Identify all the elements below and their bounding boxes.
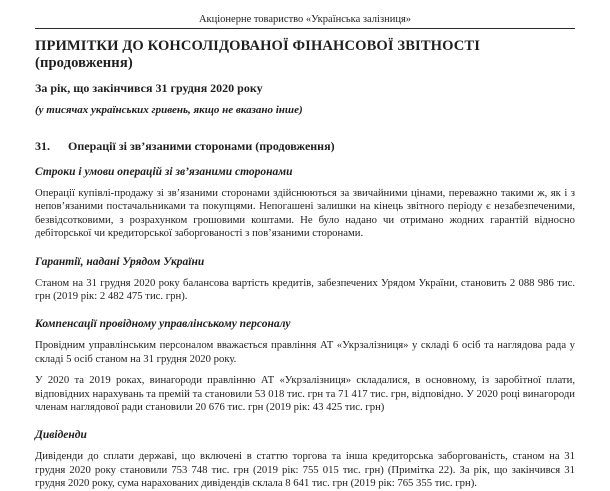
period-line: За рік, що закінчився 31 грудня 2020 року <box>35 81 263 95</box>
subsection-heading-guarantees: Гарантії, надані Урядом України <box>35 255 205 268</box>
section-heading <box>35 139 575 153</box>
paragraph-dividends: Дивіденди до сплати державі, що включені в статтю торгова та інша кредиторська заборгованість, станом на 31 грудня 2020 року становили 753 748 тис. грн (2019 рік: 755 015 тис. грн) (Примітка 22). За рік, що закінчився 31 грудня 2020 року, сума нарахованих дивідендів склала 8 641 тис. грн (2019 рік: 765 355 тис. грн). <box>35 450 575 490</box>
paragraph-compensation-2: У 2020 та 2019 роках, винагороди правлінню АТ «Укрзалізниця» складалися, в основному, із заробітної плати, відповідних нарахувань та премій та становили 53 018 тис. грн та 71 417 тис. грн, відповідно. У 2020 році винагороди членам наглядової ради становили 20 676 тис. грн (2019 рік: 43 425 тис. грн) <box>35 374 575 414</box>
paragraph-guarantees: Станом на 31 грудня 2020 року балансова вартість кредитів, забезпечених Урядом України, становить 2 088 986 тис. грн (2019 рік: 2 482 475 тис. грн). <box>35 276 575 303</box>
section-title: Операції зі зв’язаними сторонами (продовження) <box>68 139 335 153</box>
units-note: (у тисячах українських гривень, якщо не вказано інше) <box>35 104 303 116</box>
subsection-heading-terms: Строки і умови операцій зі зв’язаними сторонами <box>35 166 293 178</box>
paragraph-compensation-1: Провідним управлінським персоналом вважається правління АТ «Укрзалізниця» у складі 6 осіб та наглядова рада у складі 5 осіб станом на 31 грудня 2020 року. <box>35 339 575 365</box>
running-header: Акціонерне товариство «Українська залізниця» <box>198 14 412 25</box>
document-title: ПРИМІТКИ ДО КОНСОЛІДОВАНОЇ ФІНАНСОВОЇ ЗВІТНОСТІ (продовження) <box>35 38 480 71</box>
section-number: 31. <box>35 139 50 153</box>
subsection-heading-dividends: Дивіденди <box>35 429 87 442</box>
header-rule <box>35 28 575 29</box>
paragraph-terms: Операції купівлі-продажу зі зв’язаними сторонами здійснюються за звичайними цінами, переважно такими ж, як і з непов’язаними постачальниками та покупцями. Непогашені залишки на кінець звітного періоду є незабезпеченими, безвідсотковими, з розрахунком грошовими коштами. Не було надано чи отримано жодних гарантій відносно дебіторської чи кредиторської заборгованості з пов’язаними сторонами. <box>35 187 575 240</box>
subsection-heading-compensation: Компенсації провідному управлінському персоналу <box>35 318 291 331</box>
